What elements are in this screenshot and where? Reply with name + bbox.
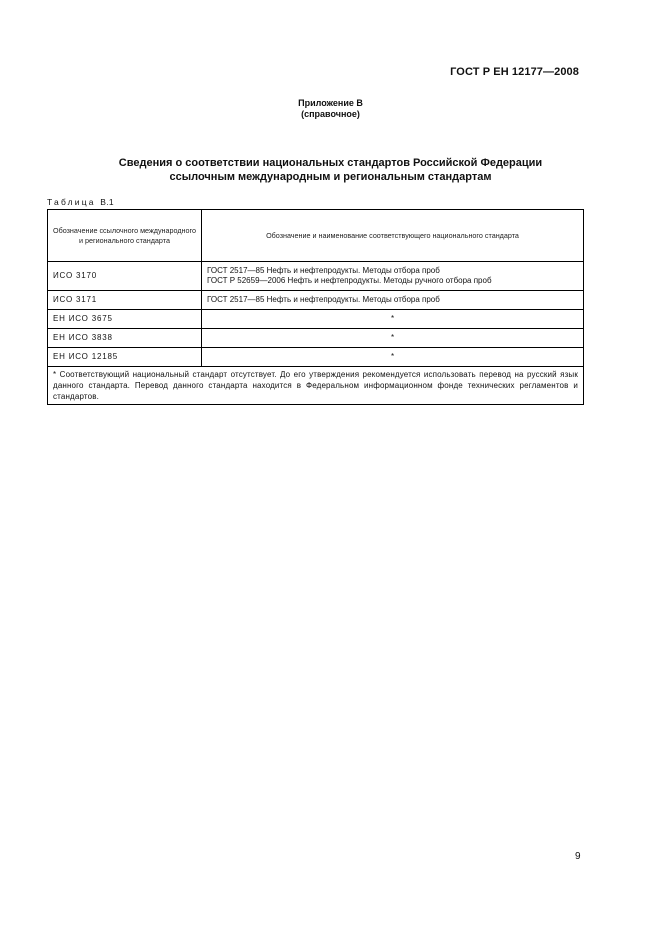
national-standard-line: ГОСТ 2517—85 Нефть и нефтепродукты. Методы отбора проб (207, 266, 440, 275)
intl-standard-cell: ИСО 3170 (48, 262, 202, 291)
national-standard-cell (202, 291, 584, 310)
annex-title: Приложение В (298, 98, 363, 108)
annex-subtitle: (справочное) (301, 109, 360, 119)
table-caption-prefix: Таблица (47, 197, 96, 207)
table-row (48, 262, 584, 291)
table-footnote-row (48, 367, 584, 405)
page-number: 9 (575, 851, 581, 862)
table-row (48, 329, 584, 348)
intl-standard-cell: ЕН ИСО 12185 (48, 348, 202, 367)
col-intl-header: Обозначение ссылочного международного и регионального стандарта (48, 210, 202, 262)
table-caption (47, 197, 114, 207)
document-code: ГОСТ Р ЕН 12177—2008 (450, 66, 579, 78)
table-header-row (48, 210, 584, 262)
national-standard-cell: * (202, 310, 584, 329)
table-row (48, 348, 584, 367)
section-title-line2: ссылочным международным и региональным стандартам (169, 171, 492, 183)
section-title (40, 156, 621, 184)
table-caption-number: В.1 (100, 197, 114, 207)
intl-standard-cell: ЕН ИСО 3675 (48, 310, 202, 329)
intl-standard-cell: ЕН ИСО 3838 (48, 329, 202, 348)
annex-heading (0, 98, 661, 120)
table-row (48, 291, 584, 310)
table-row (48, 310, 584, 329)
national-standard-cell (202, 262, 584, 291)
national-standard-cell: * (202, 348, 584, 367)
national-standard-line: ГОСТ Р 52659—2006 Нефть и нефтепродукты. Методы ручного отбора проб (207, 276, 492, 285)
national-standard-cell: * (202, 329, 584, 348)
standards-table (47, 209, 584, 405)
section-title-line1: Сведения о соответствии национальных стандартов Российской Федерации (118, 157, 543, 169)
table-footnote: * Соответствующий национальный стандарт отсутствует. До его утверждения рекомендуется использовать перевод на русский язык данного стандарта. Перевод данного стандарта находится в Федеральном информационном фонде технических регламентов и стандартов. (48, 367, 584, 405)
national-standard-line: ГОСТ 2517—85 Нефть и нефтепродукты. Методы отбора проб (207, 295, 440, 304)
col-national-header: Обозначение и наименование соответствующего национального стандарта (202, 210, 584, 262)
intl-standard-cell: ИСО 3171 (48, 291, 202, 310)
